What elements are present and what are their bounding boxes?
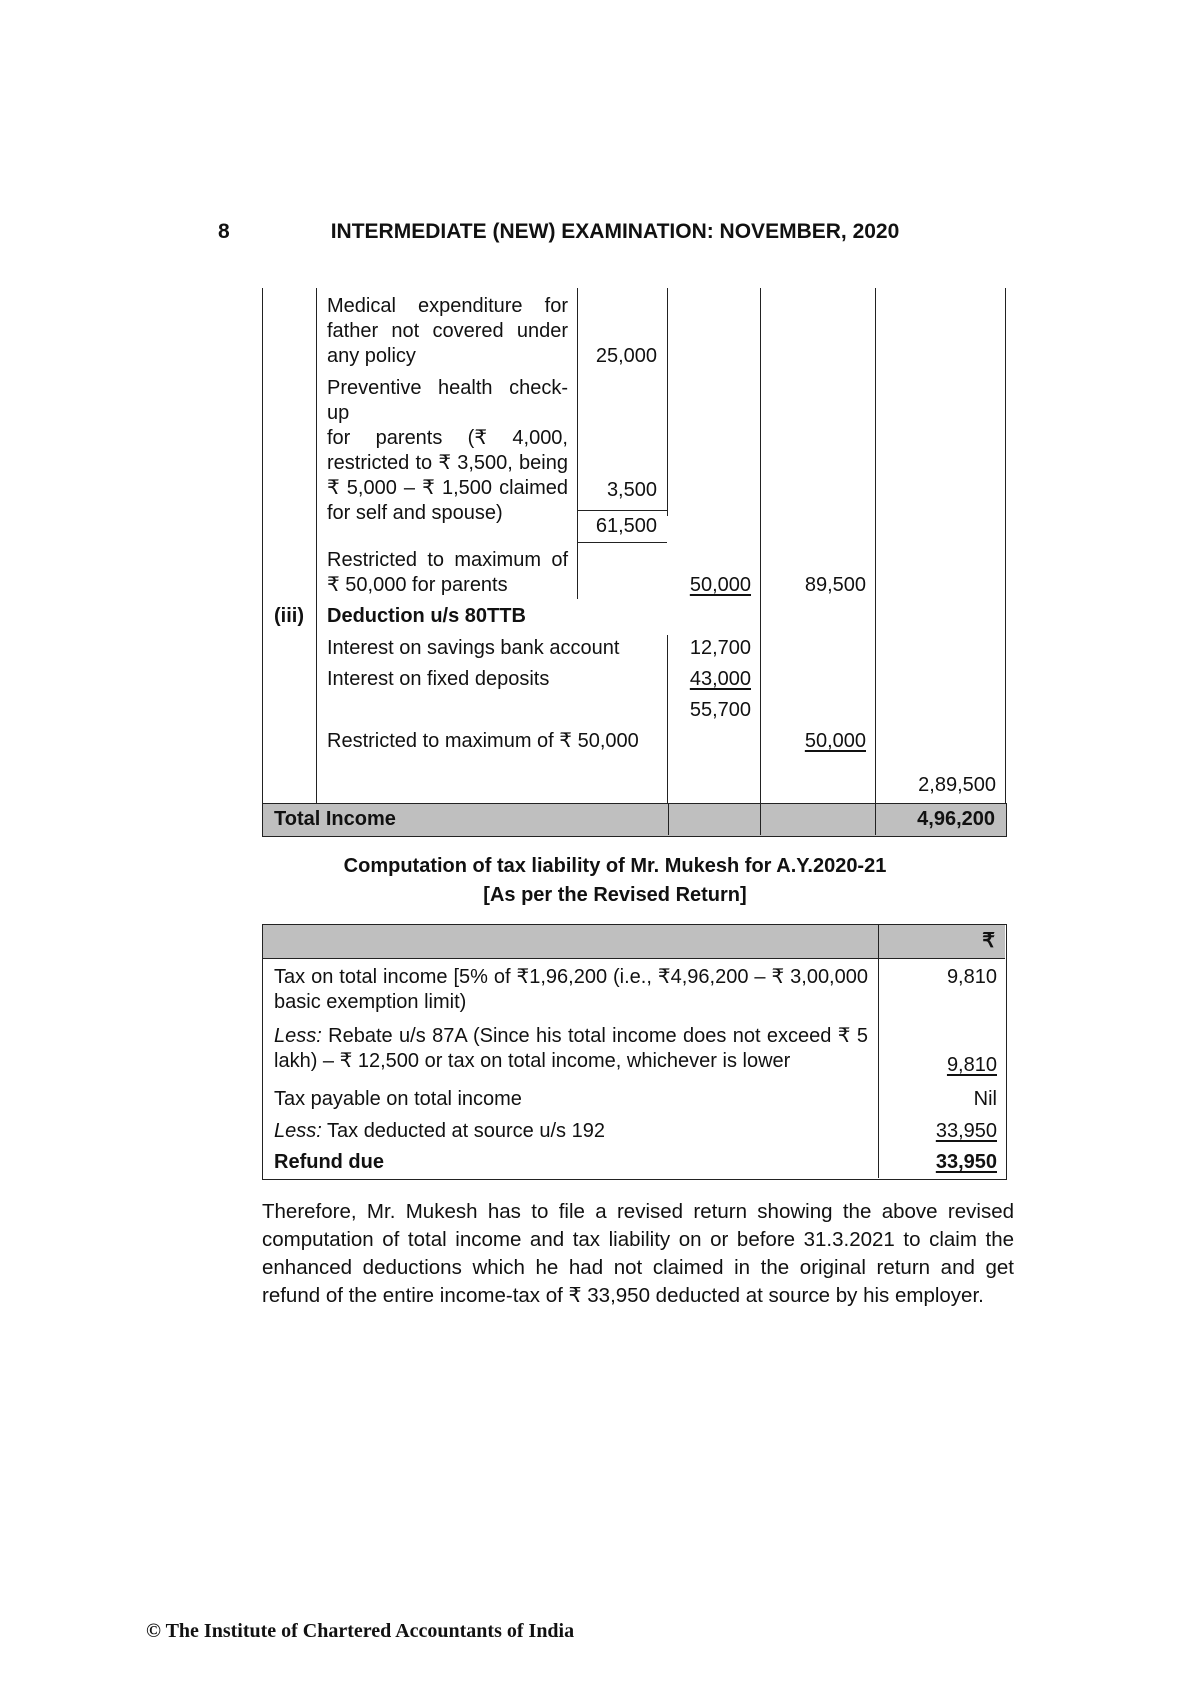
less-label: Less: — [274, 1120, 322, 1142]
medical-expenditure-text: Medical expenditure for father not covered under any policy — [327, 295, 568, 367]
income-computation-table — [262, 288, 1007, 840]
restricted-80ttb-text: Restricted to maximum of ₹ 50,000 — [327, 730, 639, 752]
tds-text: Less: Tax deducted at source u/s 192 — [274, 1120, 605, 1142]
savings-interest-text: Interest on savings bank account — [327, 637, 620, 659]
table-rule — [316, 288, 317, 803]
savings-interest-amount: 12,700 — [689, 637, 751, 659]
table-rule — [577, 288, 578, 599]
restricted-80ttb-amount: 50,000 — [804, 730, 866, 752]
section-80ttb-heading: Deduction u/s 80TTB — [327, 605, 526, 627]
rupee-header: ₹ — [982, 930, 995, 952]
page-number: 8 — [218, 220, 230, 243]
tax-table-header — [263, 925, 1005, 959]
table-rule — [577, 510, 667, 511]
interest-total: 55,700 — [689, 699, 751, 721]
refund-label: Refund due — [274, 1151, 384, 1173]
refund-amount: 33,950 — [935, 1151, 997, 1173]
total-income-row — [262, 803, 1007, 837]
table-rule — [577, 542, 667, 543]
restricted-parents-amount: 50,000 — [689, 574, 751, 596]
table-rule — [760, 804, 761, 835]
table-rule — [1005, 288, 1006, 837]
tax-on-income-text: Tax on total income [5% of ₹1,96,200 (i.e., ₹4,96,200 – ₹ 3,00,000 basic exemption limit) — [274, 966, 868, 1013]
tax-payable-amount: Nil — [973, 1088, 997, 1110]
deductions-total: 2,89,500 — [918, 774, 996, 796]
parents-subtotal: 61,500 — [595, 515, 657, 537]
less-label: Less: — [274, 1025, 322, 1047]
page-header-title: INTERMEDIATE (NEW) EXAMINATION: NOVEMBER, 2020 — [330, 220, 900, 243]
medical-expenditure-amount: 25,000 — [595, 345, 657, 367]
computation-subtitle: [As per the Revised Return] — [483, 884, 747, 906]
fd-interest-text: Interest on fixed deposits — [327, 668, 550, 690]
preventive-health-amount: 3,500 — [606, 479, 657, 501]
tax-liability-table — [262, 924, 1007, 1180]
restricted-parents-text: Restricted to maximum of ₹ 50,000 for parents — [327, 549, 568, 596]
conclusion-paragraph: Therefore, Mr. Mukesh has to file a revised return showing the above revised computation of total income and tax liability on or before 31.3.2021 to claim the enhanced deductions which he had not claimed in the original return and get refund of the entire income-tax of ₹ 33,950 deducted at source by his employer. — [262, 1200, 1014, 1307]
rebate-amount: 9,810 — [946, 1054, 997, 1076]
tax-payable-text: Tax payable on total income — [274, 1088, 522, 1110]
rebate-text: Less: Rebate u/s 87A (Since his total income does not exceed ₹ 5 lakh) – ₹ 12,500 or tax on total income, whichever is lower — [274, 1025, 868, 1072]
preventive-health-text: Preventive health check-up for parents (₹ 4,000, restricted to ₹ 3,500, being ₹ 5,000 – ₹ 1,500 claimed for self and spouse) — [327, 377, 568, 524]
tax-on-income-amount: 9,810 — [946, 966, 997, 988]
table-rule — [262, 288, 263, 837]
table-rule — [760, 288, 761, 837]
table-rule — [875, 288, 876, 837]
section-iii-label: (iii) — [274, 605, 304, 627]
table-rule — [668, 804, 669, 835]
section-80d-total: 89,500 — [804, 574, 866, 596]
total-income-label: Total Income — [274, 808, 396, 830]
table-rule — [667, 288, 668, 516]
computation-title: Computation of tax liability of Mr. Mukesh for A.Y.2020-21 — [343, 855, 887, 877]
total-income-amount: 4,96,200 — [917, 808, 995, 830]
fd-interest-amount: 43,000 — [689, 668, 751, 690]
tds-amount: 33,950 — [935, 1120, 997, 1142]
copyright-footer: © The Institute of Chartered Accountants of India — [146, 1620, 575, 1642]
